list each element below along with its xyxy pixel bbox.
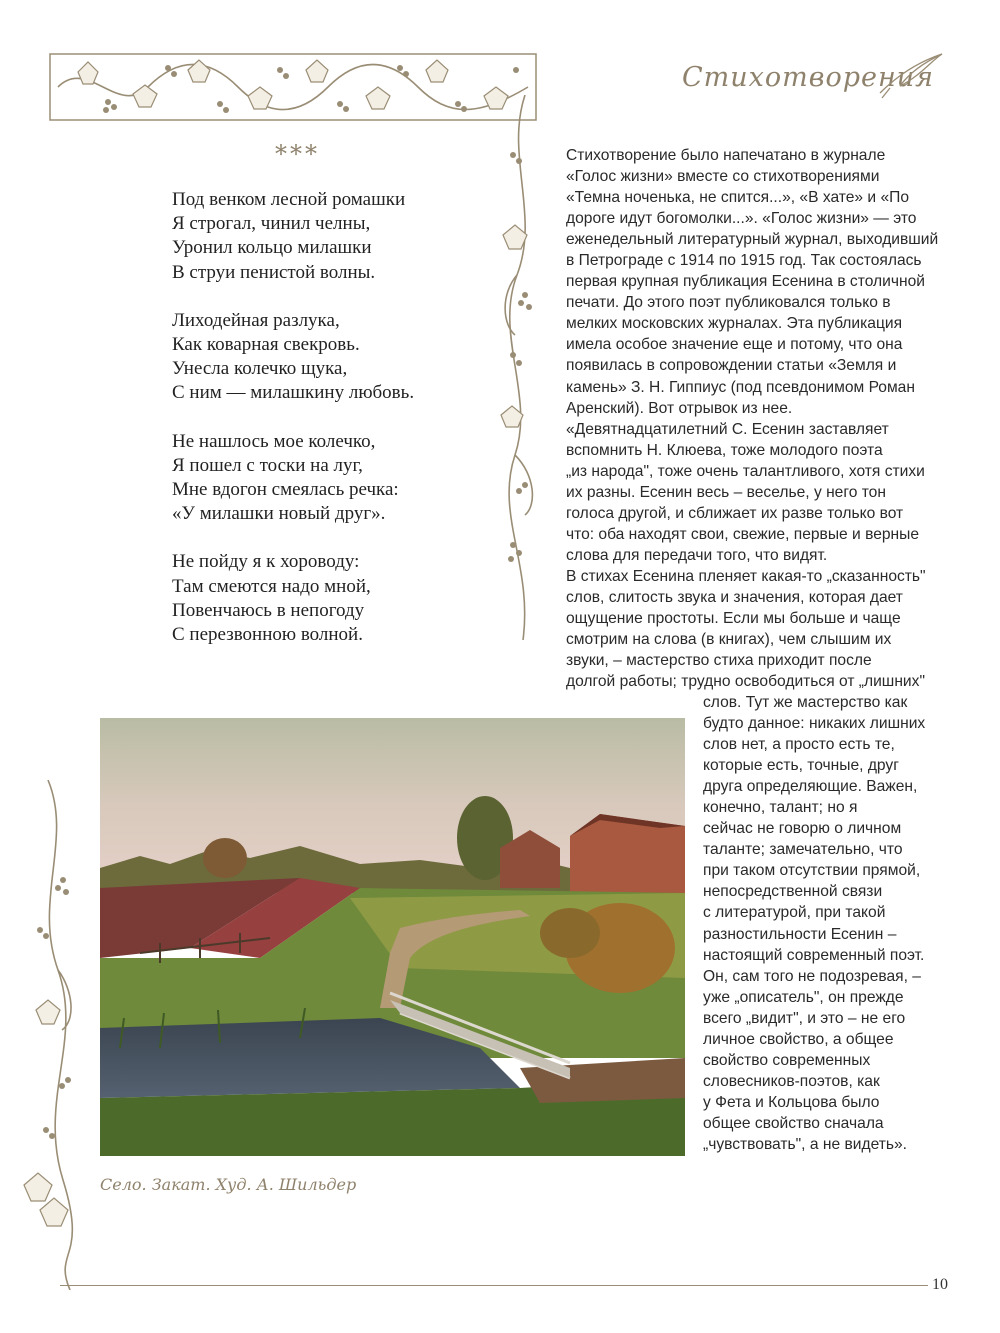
commentary-upper (566, 145, 954, 692)
section-title: Стихотворения (682, 62, 935, 93)
poem-stanza-2 (172, 309, 492, 406)
commentary-line: у Фета и Кольцова было (703, 1093, 880, 1111)
poem-line: Там смеются надо мной, (172, 575, 371, 597)
commentary-line: будто данное: никаких лишних (703, 715, 926, 733)
commentary-line: печати. До этого поэт публиковался только в (566, 294, 891, 312)
figure-caption: Село. Закат. Худ. А. Шильдер (100, 1175, 357, 1194)
commentary-line: непосредственной связи (703, 883, 883, 901)
commentary-line: конечно, талант; но я (703, 799, 858, 817)
page-number: 10 (932, 1276, 948, 1293)
commentary-line: «Темна ноченька, не спится...», «В хате» и «По (566, 189, 910, 207)
commentary-line: камень» З. Н. Гиппиус (под псевдонимом Роман (566, 378, 915, 396)
commentary-line: первая крупная публикация Есенина в столичной (566, 273, 925, 291)
commentary-line: слов, слитость звука и значения, которая дает (566, 588, 903, 606)
commentary-line: слова для передачи того, что видят. (566, 546, 828, 564)
poem-line: С ним — милашкину любовь. (172, 382, 415, 404)
commentary-line: звуки, – мастерство стиха приходит после (566, 652, 872, 670)
commentary-line: сейчас не говорю о личном (703, 820, 902, 838)
poem-line: Не пойду я к хороводу: (172, 551, 360, 573)
commentary-line: Он, сам того не подозревая, – (703, 967, 921, 985)
commentary-line: мелких московских журналах. Эта публикация (566, 315, 903, 333)
commentary-line: в Петрограде с 1914 по 1915 год. Так состоялась (566, 252, 922, 270)
commentary-line: уже „описатель", он прежде (703, 988, 904, 1006)
commentary-line: имела особое значение еще и потому, что она (566, 336, 903, 354)
commentary-line: еженедельный литературный журнал, выходивший (566, 231, 939, 249)
commentary-line: дороге идут богомолки...». «Голос жизни» — это (566, 210, 917, 228)
commentary-line: таланте; замечательно, что (703, 841, 903, 859)
poem-line: Уронил кольцо милашки (172, 237, 372, 259)
commentary-line: В стихах Есенина пленяет какая-то „сказанность" (566, 567, 926, 585)
commentary-line: вспомнить Н. Клюева, тоже молодого поэта (566, 441, 883, 459)
commentary-line: появилась в сопровождении статьи «Земля и (566, 357, 897, 375)
commentary-line: свойство современных (703, 1051, 871, 1069)
poem-line: Повенчаюсь в непогоду (172, 599, 365, 621)
poem-line: Как коварная свекровь. (172, 334, 360, 356)
commentary-line: слов нет, а просто есть те, (703, 736, 895, 754)
poem-stanza-1 (172, 188, 492, 285)
footer-rule (60, 1285, 928, 1286)
commentary-line: их разны. Есенин весь – веселье, у него тон (566, 483, 886, 501)
commentary-line: „чувствовать", а не видеть». (703, 1135, 907, 1153)
commentary-line: «Девятнадцатилетний С. Есенин заставляет (566, 420, 889, 438)
commentary-line: при таком отсутствии прямой, (703, 862, 921, 880)
commentary-line: смотрим на слова (в книгах), чем слышим их (566, 631, 892, 649)
commentary-line: личное свойство, а общее (703, 1030, 894, 1048)
commentary-line: долгой работы; трудно освободиться от „лишних" (566, 673, 925, 691)
commentary-line: голоса другой, и сближает их разве только вот (566, 504, 904, 522)
commentary-line: «Голос жизни» вместе со стихотворениями (566, 168, 880, 186)
poem-line: Лиходейная разлука, (172, 309, 340, 331)
poem-line: Я пошел с тоски на луг, (172, 454, 363, 476)
poem-line: Я строгал, чинил челны, (172, 213, 371, 235)
commentary-line: Аренский). Вот отрывок из нее. (566, 399, 793, 417)
commentary-line: „из народа", тоже очень талантливого, хотя стихи (566, 462, 925, 480)
commentary-line: Стихотворение было напечатано в журнале (566, 147, 886, 164)
commentary-line: друга определяющие. Важен, (703, 778, 918, 796)
commentary-line: всего „видит", и это – не его (703, 1009, 906, 1027)
poem-line: Под венком лесной ромашки (172, 189, 406, 210)
right-vine-ornament (495, 95, 545, 640)
commentary-line: которые есть, точные, друг (703, 757, 899, 775)
left-vine-ornament (18, 780, 83, 1290)
commentary-line: ощущение простоты. Если мы больше и чаще (566, 610, 901, 628)
poem-line: В струи пенистой волны. (172, 261, 376, 283)
commentary-line: что: оба находят свои, свежие, первые и верные (566, 525, 920, 543)
poem-line: «У милашки новый друг». (172, 503, 386, 525)
poem-line: Не нашлось мое колечко, (172, 430, 376, 452)
poem-line: Мне вдогон смеялась речка: (172, 479, 399, 501)
poem (172, 188, 492, 671)
quill-icon (870, 48, 950, 103)
commentary-line: общее свойство сначала (703, 1114, 884, 1132)
commentary-lower (703, 692, 958, 1155)
poem-asterisks: *** (275, 140, 320, 168)
poem-stanza-3 (172, 430, 492, 527)
landscape-painting (100, 718, 685, 1156)
commentary-line: словесников-поэтов, как (703, 1072, 880, 1090)
top-vine-ornament (48, 52, 538, 122)
commentary-line: разностильности Есенин – (703, 925, 897, 943)
poem-stanza-4 (172, 550, 492, 647)
commentary-line: с литературой, при такой (703, 904, 886, 922)
poem-line: Унесла колечко щука, (172, 358, 348, 380)
commentary-line: слов. Тут же мастерство как (703, 694, 908, 711)
commentary-line: настоящий современный поэт. (703, 946, 925, 964)
poem-line: С перезвонною волной. (172, 624, 363, 646)
